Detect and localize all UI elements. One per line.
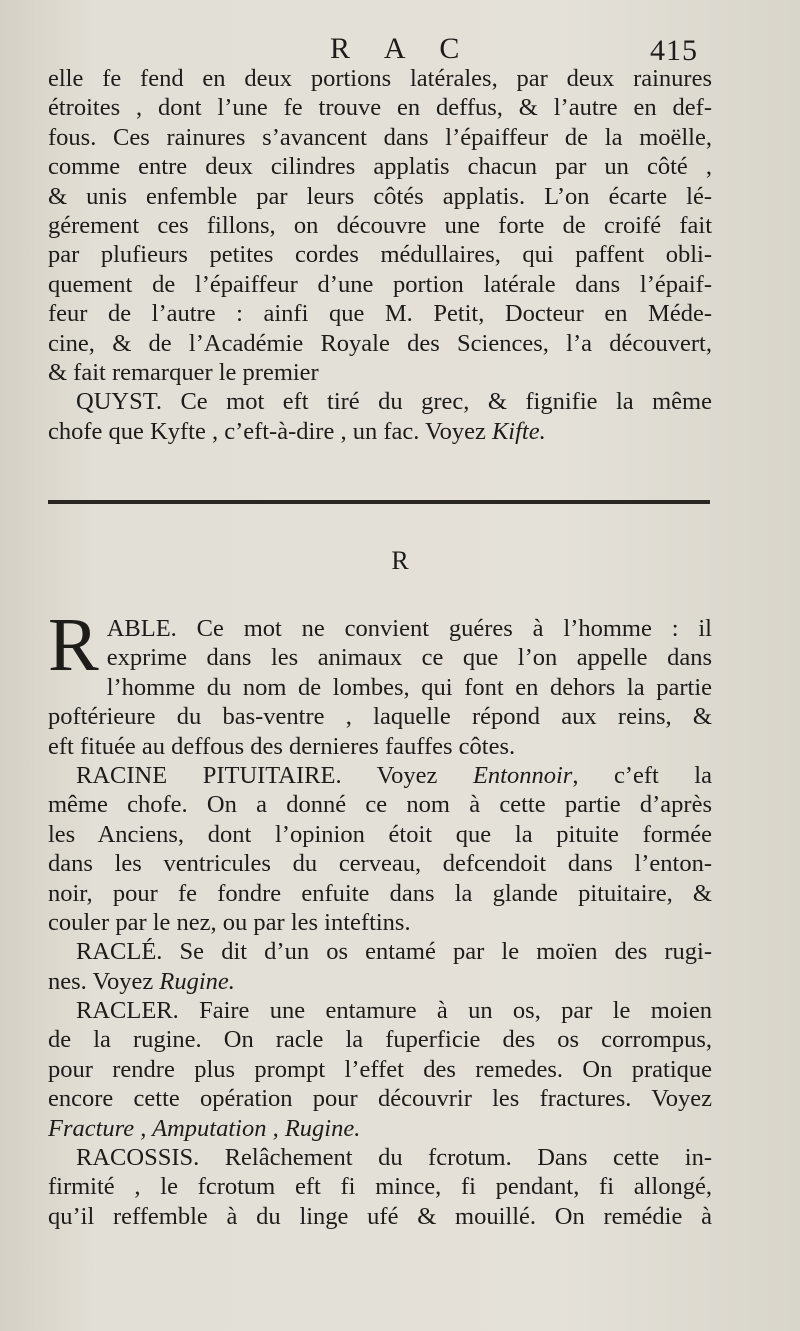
racine-text: , c’eft la: [572, 761, 712, 789]
text-line: [48, 967, 712, 996]
entry-racler-line: RACLER. Faire une entamure à un os, par le moien: [76, 997, 712, 1025]
text-line: fous. Ces rainures s’avancent dans l’épaiffeur de la moëlle,: [48, 123, 712, 151]
text-line: gérement ces fillons, on découvre une forte de croifé fait: [48, 211, 712, 239]
section-r-entries: [48, 603, 712, 1231]
text-line: noir, pour fe fondre enfuite dans la glande pituitaire, &: [48, 879, 712, 907]
text-line: encore cette opération pour découvrir les fractures. Voyez: [48, 1085, 712, 1113]
text-line: par plufieurs petites cordes médullaires, qui paffent obli-: [48, 241, 712, 269]
text-line: couler par le nez, ou par les inteftins.: [48, 908, 411, 936]
racine-headword: RACINE PITUITAIRE. Voyez: [76, 761, 473, 789]
text-line: de la rugine. On racle la fuperficie des os corrompus,: [48, 1026, 712, 1054]
entry-quyst-line-1: QUYST. Ce mot eft tiré du grec, & fignifie la même: [76, 388, 712, 416]
text-line: qu’il reffemble à du linge ufé & mouillé. On remédie à: [48, 1202, 712, 1230]
text-line: firmité , le fcrotum eft fi mince, fi pendant, fi allongé,: [48, 1173, 712, 1201]
entry-rable-line: ABLE. Ce mot ne convient guéres à l’homme : il: [106, 615, 712, 642]
cross-reference: Entonnoir: [472, 761, 573, 789]
text-line: même chofe. On a donné ce nom à cette partie d’après: [48, 791, 712, 819]
cross-reference: Fracture , Amputation , Rugine.: [48, 1114, 361, 1142]
text-line: elle fe fend en deux portions latérales, par deux rainures: [48, 65, 712, 92]
text-line: & unis enfemble par leurs côtés applatis. L’on écarte lé-: [48, 182, 712, 210]
text-line: eft fituée au deffous des dernieres fauffes côtes.: [48, 732, 516, 760]
text-line: les Anciens, dont l’opinion étoit que la pituite formée: [48, 820, 712, 848]
section-rule: [48, 500, 710, 504]
text-line: étroites , dont l’une fe trouve en deffus, & l’autre en def-: [48, 94, 712, 122]
drop-cap: R: [48, 603, 99, 687]
quyst-text: chofe que Kyfte , c’eft-à-dire , un fac. Voyez: [48, 417, 492, 445]
text-line: comme entre deux cilindres applatis chacun par un côté ,: [48, 153, 712, 181]
entry-rable-line: exprime dans les animaux ce que l’on appelle dans: [106, 644, 712, 672]
entry-continuation: [48, 64, 712, 446]
text-line: poftérieure du bas-ventre , laquelle répond aux reins, &: [48, 703, 712, 731]
entry-racossis-line: RACOSSIS. Relâchement du fcrotum. Dans cette in-: [76, 1144, 712, 1172]
text-line: pour rendre plus prompt l’effet des remedes. On pratique: [48, 1055, 712, 1083]
text-line: & fait remarquer le premier: [48, 358, 319, 386]
cross-reference: Rugine.: [159, 967, 235, 995]
text-line: dans les ventricules du cerveau, defcendoit dans l’enton-: [48, 850, 712, 878]
entry-racle-line: RACLÉ. Se dit d’un os entamé par le moïen des rugi-: [76, 938, 712, 966]
section-heading: R: [391, 546, 409, 575]
text-line: [48, 1114, 712, 1143]
text-line: l’homme du nom de lombes, qui font en dehors la partie: [106, 673, 712, 701]
text-line: cine, & de l’Académie Royale des Sciences, l’a découvert,: [48, 329, 712, 357]
cross-reference: Kifte.: [491, 417, 546, 445]
racle-text: nes. Voyez: [48, 967, 160, 995]
page-number: 415: [650, 34, 698, 67]
running-head: R A C: [330, 32, 474, 65]
entry-racine-line: [48, 761, 712, 790]
text-line: quement de l’épaiffeur d’une portion latérale dans l’épaif-: [48, 270, 712, 298]
text-line: feur de l’autre : ainfi que M. Petit, Docteur en Méde-: [48, 300, 712, 328]
entry-quyst-line-2: [48, 417, 712, 446]
